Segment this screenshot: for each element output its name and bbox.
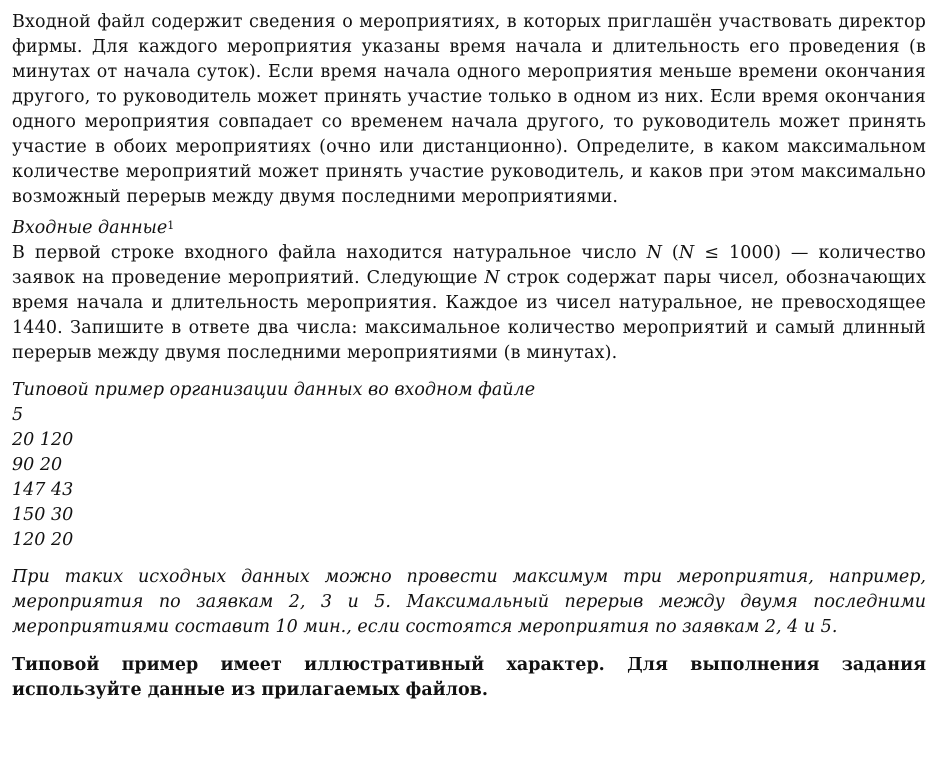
spacer	[12, 553, 926, 565]
example-line: 5	[12, 405, 24, 425]
problem-intro: Входной файл содержит сведения о мероприятиях, в которых приглашён участвовать директор фирмы. Для каждого мероприятия указаны время начала и длительность его проведения (в минутах от начала суток). Если время начала одного мероприятия меньше времени окончания другого, то руководитель может принять участие только в одном из них. Если время окончания одного мероприятия совпадает со временем начала другого, то руководитель может принять участие в обоих мероприятиях (очно или дистанционно). Определите, в каком максимальном количестве мероприятий может принять участие руководитель, и каков при этом максимально возможный перерыв между двумя последними мероприятиями.	[12, 12, 926, 207]
document-page	[12, 10, 926, 703]
input-text-2: (	[662, 243, 679, 263]
variable-n: N	[678, 243, 695, 263]
input-text-3: ≤ 1000) — количество заявок на проведение мероприятий. Следующие	[12, 243, 926, 288]
spacer	[12, 366, 926, 378]
example-data-lines	[12, 403, 926, 553]
example-title: Типовой пример организации данных во входном файле	[12, 380, 536, 400]
variable-n: N	[646, 243, 663, 263]
example-line: 120 20	[12, 530, 74, 550]
footnote-mark: 1	[167, 219, 175, 232]
example-line: 90 20	[12, 455, 63, 475]
input-description	[12, 241, 926, 366]
input-text-4: строк содержат пары чисел, обозначающих время начала и длительность мероприятия. Каждое из чисел натуральное, не превосходящее 1440. Запишите в ответе два числа: максимальное количество мероприятий и самый длинный перерыв между двумя последними мероприятиями (в минутах).	[12, 268, 927, 363]
variable-n: N	[484, 268, 500, 288]
input-text-1: В первой строке входного файла находится натуральное число	[12, 243, 647, 263]
example-line: 150 30	[12, 505, 74, 525]
illustrative-note: Типовой пример имеет иллюстративный характер. Для выполнения задания используйте данные из прилагаемых файлов.	[12, 655, 926, 700]
example-line: 147 43	[12, 480, 74, 500]
spacer	[12, 640, 926, 653]
input-section-title	[12, 216, 926, 241]
example-line: 20 120	[12, 430, 74, 450]
example-explanation: При таких исходных данных можно провести максимум три мероприятия, например, мероприятия по заявкам 2, 3 и 5. Максимальный перерыв между двумя последними мероприятиями составит 10 мин., если состоятся мероприятия по заявкам 2, 4 и 5.	[12, 567, 926, 637]
input-section-title-text: Входные данные	[12, 218, 168, 238]
